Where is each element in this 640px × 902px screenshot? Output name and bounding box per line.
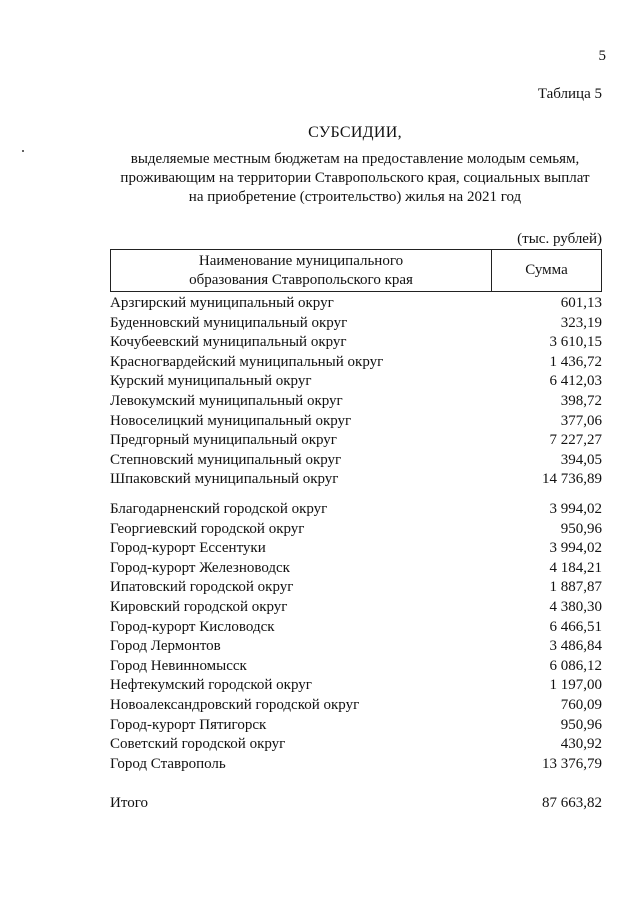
subsidy-amount: 14 736,89 xyxy=(542,471,602,488)
municipality-name: Курский муниципальный округ xyxy=(110,373,312,390)
subsidy-amount: 950,96 xyxy=(560,520,602,537)
municipality-name: Итого xyxy=(110,795,148,811)
subsidy-amount: 601,13 xyxy=(560,295,602,311)
municipality-name: Благодарненский городской округ xyxy=(110,501,328,517)
municipality-name: Город Невинномысск xyxy=(110,657,247,674)
document-subtitle xyxy=(0,150,640,207)
table-row xyxy=(110,696,602,715)
municipality-name: Шпаковский муниципальный округ xyxy=(110,471,339,488)
table-row xyxy=(110,735,602,754)
subsidy-amount: 3 994,02 xyxy=(549,540,602,557)
table-row xyxy=(110,539,602,558)
municipality-name: Новоалександровский городской округ xyxy=(110,697,360,713)
header-name-line-1: Наименование муниципального xyxy=(198,252,404,269)
municipality-name: Степновский муниципальный округ xyxy=(110,451,342,468)
table-row xyxy=(110,294,602,313)
subsidy-amount: 4 184,21 xyxy=(549,559,602,576)
table-row xyxy=(110,451,602,470)
table-row xyxy=(110,618,602,637)
table-label: Таблица 5 xyxy=(537,86,602,102)
subsidy-amount: 430,92 xyxy=(560,736,602,753)
table-row xyxy=(110,333,602,352)
subsidy-amount: 760,09 xyxy=(560,697,602,713)
subsidy-amount: 3 486,84 xyxy=(549,638,602,655)
subsidy-amount: 6 466,51 xyxy=(549,618,602,635)
subtitle-line-3: на приобретение (строительство) жилья на 2021 год xyxy=(188,189,522,205)
header-name-column xyxy=(111,250,492,291)
municipality-name: Буденновский муниципальный округ xyxy=(110,314,348,331)
municipality-name: Город-курорт Железноводск xyxy=(110,559,290,576)
page-number: 5 xyxy=(598,48,606,64)
subsidy-amount: 6 086,12 xyxy=(549,657,602,674)
municipality-name: Красногвардейский муниципальный округ xyxy=(110,353,384,370)
subsidy-amount: 398,72 xyxy=(560,393,602,409)
subsidy-amount: 323,19 xyxy=(560,314,602,331)
subsidy-amount: 3 994,02 xyxy=(549,501,602,517)
subsidy-amount: 87 663,82 xyxy=(542,795,602,811)
subsidy-amount: 4 380,30 xyxy=(549,599,602,615)
municipality-name: Город Лермонтов xyxy=(110,638,221,655)
municipality-name: Левокумский муниципальный округ xyxy=(110,393,343,409)
table-header xyxy=(110,249,602,292)
subtitle-line-1: выделяемые местным бюджетам на предоставление молодым семьям, xyxy=(130,151,580,167)
subsidy-amount: 950,96 xyxy=(560,716,602,733)
municipality-name: Кировский городской округ xyxy=(110,599,288,615)
table-row xyxy=(110,431,602,450)
total-row xyxy=(110,794,602,813)
municipality-name: Город-курорт Пятигорск xyxy=(110,716,267,733)
subsidy-amount: 377,06 xyxy=(560,412,602,429)
table-row xyxy=(110,559,602,578)
table-row xyxy=(110,637,602,656)
table-row xyxy=(110,520,602,539)
subsidy-amount: 13 376,79 xyxy=(542,755,602,772)
table-row xyxy=(110,500,602,519)
subsidy-amount: 7 227,27 xyxy=(549,432,602,449)
municipality-name: Город Ставрополь xyxy=(110,755,226,772)
units-label: (тыс. рублей) xyxy=(517,231,602,247)
subtitle-line-2: проживающим на территории Ставропольского края, социальных выплат xyxy=(120,170,590,186)
table-row xyxy=(110,676,602,695)
municipality-name: Арзгирский муниципальный округ xyxy=(110,295,334,311)
municipality-name: Кочубеевский муниципальный округ xyxy=(110,334,347,351)
municipality-name: Город-курорт Ессентуки xyxy=(110,540,266,557)
table-row xyxy=(110,392,602,411)
subsidy-amount: 1 887,87 xyxy=(549,579,602,596)
table-row xyxy=(110,578,602,597)
municipality-name: Предгорный муниципальный округ xyxy=(110,432,337,449)
table-row xyxy=(110,716,602,735)
subsidy-amount: 6 412,03 xyxy=(549,373,602,390)
table-row xyxy=(110,372,602,391)
document-title: СУБСИДИИ, xyxy=(308,124,402,141)
municipality-name: Георгиевский городской округ xyxy=(110,520,305,537)
table-row xyxy=(110,314,602,333)
header-name-line-2: образования Ставропольского края xyxy=(189,271,413,288)
table-row xyxy=(110,598,602,617)
table-row xyxy=(110,470,602,489)
municipality-name: Новоселицкий муниципальный округ xyxy=(110,412,352,429)
municipality-name: Город-курорт Кисловодск xyxy=(110,618,275,635)
subsidy-amount: 394,05 xyxy=(560,451,602,468)
subsidy-amount: 1 436,72 xyxy=(549,353,602,370)
municipality-name: Советский городской округ xyxy=(110,736,286,753)
table-row xyxy=(110,755,602,774)
table-row xyxy=(110,353,602,372)
municipality-name: Нефтекумский городской округ xyxy=(110,677,312,694)
subsidy-amount: 1 197,00 xyxy=(549,677,602,694)
subsidy-amount: 3 610,15 xyxy=(549,334,602,351)
municipality-name: Ипатовский городской округ xyxy=(110,579,294,596)
table-row xyxy=(110,412,602,431)
table-row xyxy=(110,657,602,676)
header-sum-column: Сумма xyxy=(525,262,568,278)
